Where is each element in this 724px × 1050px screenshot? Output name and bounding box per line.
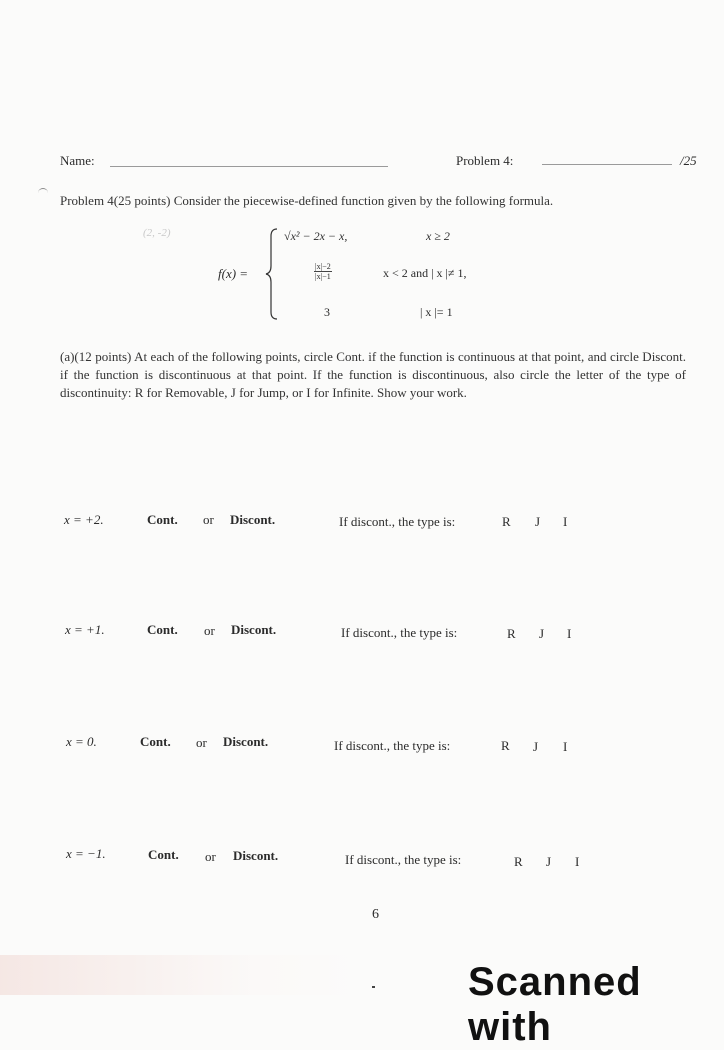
- type-option-i[interactable]: I: [563, 514, 568, 529]
- type-option-j[interactable]: J: [533, 739, 539, 754]
- or-label: or: [196, 735, 207, 750]
- cont-option[interactable]: Cont.: [147, 512, 178, 527]
- problem-label: Problem 4:: [456, 153, 514, 168]
- scan-dot: [372, 986, 375, 988]
- case-2-condition: x < 2 and | x |≠ 1,: [383, 266, 467, 280]
- scan-smudge: [0, 955, 360, 995]
- case-1-condition: x ≥ 2: [426, 229, 450, 243]
- type-option-j[interactable]: J: [546, 854, 552, 869]
- type-label: If discont., the type is:: [334, 738, 451, 753]
- discont-option[interactable]: Discont.: [233, 848, 279, 863]
- case-1-expression: √x² − 2x − x,: [284, 229, 348, 243]
- problem-score-underline: [542, 164, 672, 165]
- page-number: 6: [372, 907, 379, 922]
- case-3-condition: | x |= 1: [420, 305, 453, 319]
- discont-option[interactable]: Discont.: [231, 622, 277, 637]
- scanner-watermark-clip: [462, 960, 724, 1049]
- case-3-expression: 3: [324, 305, 330, 319]
- name-label: Name:: [60, 153, 95, 168]
- discont-option[interactable]: Discont.: [223, 734, 269, 749]
- name-underline: [110, 166, 388, 167]
- case-2-denominator: |x|−1: [315, 272, 331, 281]
- margin-mark: [38, 188, 48, 195]
- point-label: x = −1.: [66, 846, 106, 861]
- part-a-instructions: (a)(12 points) At each of the following points, circle Cont. if the function is continuous at that point, and circle Discont. if the function is discontinuous at that point. If the function is discontinuous, also circle the letter of the type of discontinuity: R for Removable, J for Jump, or I for Infinite. Show your work.: [60, 349, 686, 400]
- cont-option[interactable]: Cont.: [148, 847, 179, 862]
- type-label: If discont., the type is:: [345, 852, 462, 867]
- piecewise-brace: [264, 228, 280, 320]
- type-label: If discont., the type is:: [341, 625, 458, 640]
- type-option-j[interactable]: J: [535, 514, 541, 529]
- point-label: x = +1.: [65, 622, 105, 637]
- margin-note: (2, -2): [143, 227, 171, 239]
- case-2-numerator: |x|−2: [315, 262, 331, 271]
- type-option-i[interactable]: I: [563, 739, 568, 754]
- type-label: If discont., the type is:: [339, 514, 456, 529]
- type-option-i[interactable]: I: [575, 854, 580, 869]
- point-label: x = 0.: [66, 734, 97, 749]
- or-label: or: [205, 849, 216, 864]
- scanner-watermark: Scanned with: [468, 960, 642, 1049]
- cont-option[interactable]: Cont.: [140, 734, 171, 749]
- type-option-r[interactable]: R: [502, 514, 511, 529]
- type-option-r[interactable]: R: [507, 626, 516, 641]
- score-total: /25: [680, 153, 697, 168]
- type-option-r[interactable]: R: [514, 854, 523, 869]
- type-option-i[interactable]: I: [567, 626, 572, 641]
- cont-option[interactable]: Cont.: [147, 622, 178, 637]
- or-label: or: [204, 623, 215, 638]
- problem-intro: Problem 4(25 points) Consider the piecewise-defined function given by the following formula.: [60, 193, 554, 208]
- discont-option[interactable]: Discont.: [230, 512, 276, 527]
- case-2-fraction: [314, 262, 332, 284]
- or-label: or: [203, 512, 214, 527]
- type-option-r[interactable]: R: [501, 738, 510, 753]
- point-label: x = +2.: [64, 512, 104, 527]
- function-label: f(x) =: [218, 266, 249, 281]
- type-option-j[interactable]: J: [539, 626, 545, 641]
